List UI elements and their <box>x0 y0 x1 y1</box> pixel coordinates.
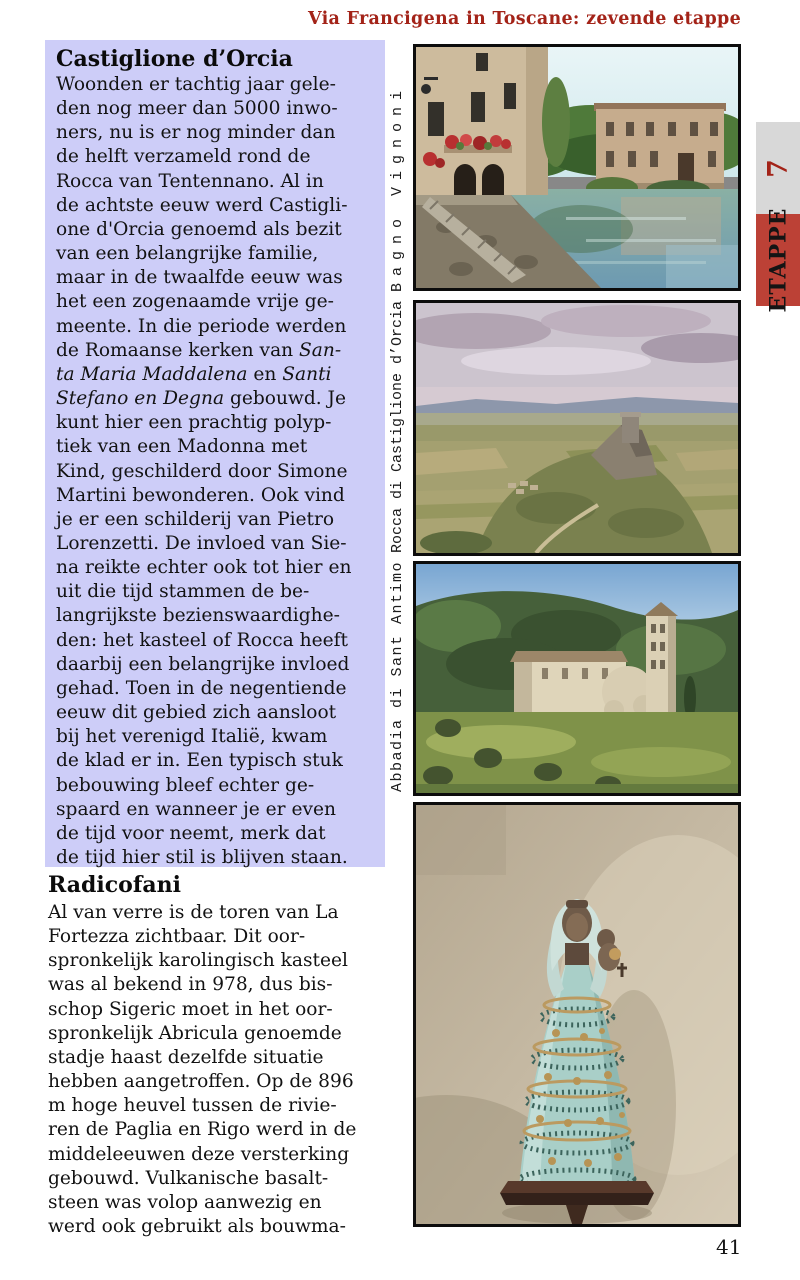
text-line: de helft verzameld rond de <box>56 146 311 168</box>
photo-abbadia-sant-antimo <box>413 561 741 796</box>
abbadia-illustration <box>416 564 738 793</box>
text-line: stadje haast dezelfde situatie <box>48 1046 324 1068</box>
text-line: uit die tijd stammen de be- <box>56 581 310 603</box>
text-line: Martini bewonderen. Ook vind <box>56 484 345 506</box>
text-line: schop Sigeric moet in het oor- <box>48 998 333 1020</box>
photo-madonna-statue <box>413 802 741 1227</box>
text-line: ners, nu is er nog minder dan <box>56 122 336 144</box>
text-line: spronkelijk Abricula genoemde <box>48 1022 342 1044</box>
page-number: 41 <box>716 1235 742 1259</box>
text-line: den nog meer dan 5000 inwo- <box>56 98 338 120</box>
text-line: ren de Paglia en Rigo werd in de <box>48 1119 357 1141</box>
text-line: Woonden er tachtig jaar gele- <box>56 74 336 95</box>
text-line: na reikte echter ook tot hier en <box>56 557 352 579</box>
caption-bagno-vignoni: Bagno Vignoni <box>389 83 406 292</box>
etappe-label-tab <box>756 207 800 313</box>
radicofani-body <box>48 901 393 1239</box>
text-line: Al van verre is de toren van La <box>48 902 339 923</box>
text-line: middeleeuwen deze versterking <box>48 1143 350 1165</box>
text-line: de tijd hier stil is blijven staan. <box>56 847 348 868</box>
text-line: de Romaanse kerken van San- <box>56 339 342 361</box>
text-line: de achtste eeuw werd Castigli- <box>56 194 348 216</box>
text-line: kunt hier een prachtig polyp- <box>56 412 332 434</box>
caption-rocca-castiglione: Rocca di Castiglione d’Orcia <box>389 300 406 553</box>
text-line: gebouwd. Vulkanische basalt- <box>48 1167 329 1189</box>
text-line: steen was volop aanwezig en <box>48 1191 322 1213</box>
text-line: one d'Orcia genoemd als bezit <box>56 218 342 240</box>
rocca-illustration <box>416 303 738 553</box>
text-line: Kind, geschilderd door Simone <box>56 460 348 482</box>
page-title: Via Francigena in Toscane: zevende etappe <box>308 9 742 29</box>
castiglione-body <box>56 73 377 870</box>
text-line: de klad er in. Een typisch stuk <box>56 750 343 772</box>
text-line: werd ook gebruikt als bouwma- <box>48 1216 346 1238</box>
text-line: hebben aangetroffen. Op de 896 <box>48 1071 354 1093</box>
castiglione-article-box <box>45 40 385 867</box>
caption-abbadia-sant-antimo: Abbadia di Sant Antimo <box>389 560 406 792</box>
photo-rocca-castiglione <box>413 300 741 556</box>
text-line: Stefano en Degna gebouwd. Je <box>56 388 347 410</box>
etappe-label: ETAPPE <box>765 207 791 313</box>
text-line: spronkelijk karolingisch kasteel <box>48 950 348 972</box>
text-line: Rocca van Tentennano. Al in <box>56 170 324 192</box>
text-line: de tijd voor neemt, merk dat <box>56 822 326 844</box>
text-line: je er een schilderij van Pietro <box>56 508 335 530</box>
text-line: tiek van een Madonna met <box>56 436 308 458</box>
madonna-statue-illustration <box>416 805 738 1224</box>
castiglione-heading: Castiglione d’Orcia <box>56 46 293 72</box>
text-line: van een belangrijke familie, <box>56 243 319 265</box>
text-line: langrijkste bezienswaardighe- <box>56 605 340 627</box>
text-line: daarbij een belangrijke invloed <box>56 653 350 675</box>
text-line: het een zogenaamde vrije ge- <box>56 291 334 313</box>
text-line: spaard en wanneer je er even <box>56 798 336 820</box>
text-line: den: het kasteel of Rocca heeft <box>56 629 348 651</box>
text-line: meente. In die periode werden <box>56 315 347 337</box>
bagno-vignoni-illustration <box>416 47 738 288</box>
etappe-number-tab <box>756 122 800 214</box>
text-line: ta Maria Maddalena en Santi <box>56 363 332 385</box>
text-line: eeuw dit gebied zich aansloot <box>56 702 337 724</box>
text-line: maar in de twaalfde eeuw was <box>56 267 343 289</box>
photo-bagno-vignoni <box>413 44 741 291</box>
etappe-number: 7 <box>762 158 794 178</box>
text-line: Fortezza zichtbaar. Dit oor- <box>48 926 306 948</box>
text-line: bij het verenigd Italië, kwam <box>56 726 328 748</box>
radicofani-heading: Radicofani <box>48 872 181 898</box>
text-line: bebouwing bleef echter ge- <box>56 774 315 796</box>
text-line: gehad. Toen in de negentiende <box>56 677 347 699</box>
text-line: Lorenzetti. De invloed van Sie- <box>56 532 347 554</box>
text-line: was al bekend in 978, dus bis- <box>48 974 333 996</box>
text-line: m hoge heuvel tussen de rivie- <box>48 1095 337 1117</box>
